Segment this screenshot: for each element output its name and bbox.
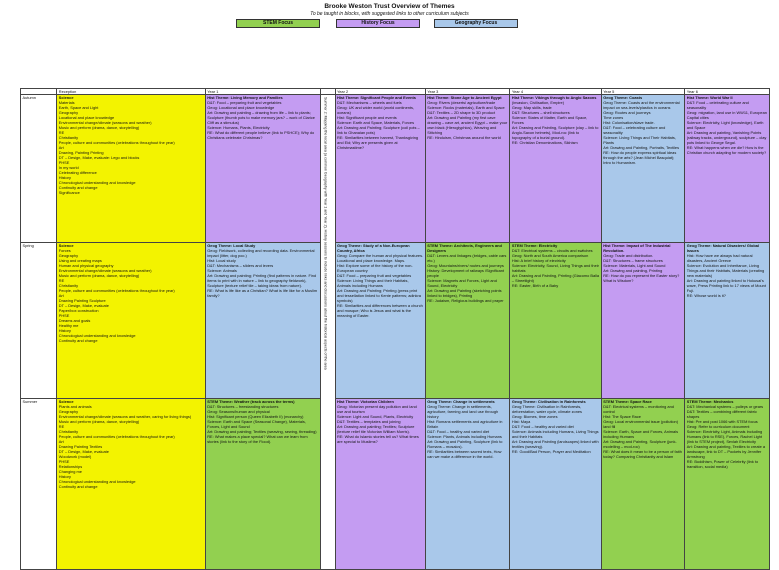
theme-text: Geog: Victorian present day pollution and land use and tourism Science: Light and Sound, Plants, Electricity D&T: Textiles – templates and joining Art: Drawing and painting; Textiles; Sculpture (texture relief tile Victorian William Morris). RE: What do Islamic stories tell us? What times are special to Muslims?: [337, 404, 419, 444]
table-row: [21, 399, 770, 570]
theme-heading: Hist Theme: Stone Age to Ancient Egypt: [427, 95, 502, 100]
theme-text: Geog Theme: Change in settlements, agriculture, farming and land use through history Hist: Romans settlements and agriculture in Britain D&T: Food – healthy and varied diet Science: Plants, Animals including Humans Art: Drawing and Painting, Sculpture (link to Romans – mosaics). RE: Similarities between sacred texts, How can we make a difference in the world.: [427, 404, 503, 459]
theme-cell: [425, 243, 510, 399]
table-row: [21, 243, 770, 399]
key-geography: Geography Focus: [434, 19, 518, 28]
theme-heading: Hist Theme: Vikings through to Anglo Saxons: [511, 95, 597, 100]
theme-cell: [510, 95, 601, 243]
theme-heading: Science: [58, 399, 74, 404]
theme-cell: [335, 399, 425, 570]
theme-text: D&T: Electrical systems – monitoring and control Hist: The Space Race Geog: Local environmental issue (pollution) land fill Science: Earth, Space and Forces, Animals including Humans Art: Drawing and Painting, Sculpture (junk-modelling – mod-roc) RE: What does it mean to be a person of faith today? Comparing Christianity and Islam: [603, 404, 682, 459]
theme-heading: Hist Theme: Victorian Children: [337, 399, 394, 404]
theme-heading: Geog Theme: Change in settlements: [427, 399, 495, 404]
theme-cell: [685, 95, 770, 243]
theme-text: Forces Geography Using and creating maps Human and physical geography Environmental change/climate (seasons and weather) Music and perform (drama, dance, storytelling) RE Christianity People, culture and communities (celebrations throughout the year) Art Drawing Painting Sculpture DT – Design, Make, evaluate Paper/box construction PHSE Dreams and goals Healthy me History Chronological understanding and knowledge Continuity and change: [58, 248, 175, 343]
theme-heading: STEM Theme: Architects, Engineers and Designers: [427, 243, 502, 253]
theme-cell: [57, 243, 205, 399]
term-label: Summer: [21, 399, 57, 570]
theme-heading: Geog Theme: Natural Disasters/ Global Issues: [686, 243, 759, 253]
theme-heading: Science: [58, 243, 74, 248]
term-label: Autumn: [21, 95, 57, 243]
header-cell: Year 1: [205, 89, 320, 95]
theme-heading: Hist Theme: Impact of The Industrial Revolution.: [603, 243, 671, 253]
table-row: [21, 95, 770, 243]
theme-cell: [335, 95, 425, 243]
document-title: Brooke Weston Trust Overview of Themes: [324, 3, 455, 10]
theme-cell: [601, 95, 685, 243]
theme-heading: STEM Theme: Space Race: [603, 399, 652, 404]
theme-text: Geog: Compare the human and physical features. Locational and place knowledge. Maps. Hist: Explore some of the history of the non-European country D&T: Food – preparing fruit and vegetables Science: Living Things and their Habitats, Animals including Humans Art: Drawing and Painting; Printing (press print and tessellation linked to Kente patterns; adinkra symbols) RE: Similarities and differences between a church and mosque; Who is Jesus and what is the meaning of Easter.: [337, 253, 424, 318]
vertical-note-text: Summer 2: Mapping the local area (a common Geography with Year 1 and Year 2). History sessions to include links and discussions about the historical aspects of the area: [323, 97, 328, 370]
theme-cell: [57, 95, 205, 243]
theme-text: Materials Earth, Space and Light Geography Locational and place knowledge Environmental change/climate (seasons and weather) Music and perform (drama, dance, storytelling) RE Christianity People, culture and communities (celebrations throughout the year) Art Drawing, Painting Printing DT – Design, Make, evaluate: Lego and blocks PHSE In my world Celebrating difference History Chronological understanding and knowledge Continuity and change Significance: [58, 100, 175, 195]
theme-text: Geog: Fieldwork, collecting and recording data. Environmental impact (litter, dog poo.) Hist: Local study D&T: Mechanisms – sliders and levers Science: Animals Art: Drawing and painting; Printing (find patterns in nature. Find items to print with in nature – link to geography fieldwork), Sculpture (texture relief tile – taking ideas from nature). RE: What is life like as a Christian? What is life like for a Muslim family?: [207, 248, 318, 298]
theme-cell: [57, 399, 205, 570]
theme-cell: [685, 243, 770, 399]
theme-text: Hist: How have we always had natural disasters, Ancient Greece Science: Evolution and Inheritance, Living Things and their Habitats, Materials (creating new materials) Art: Drawing and painting linked to Hokusai's wave, Press Printing link to 17 views of Mount Fuji. RE: Whose world is it?: [686, 253, 766, 298]
theme-cell: [510, 399, 601, 570]
document-subtitle: To be taught in blocks, with suggested links to other curriculum subjects: [310, 11, 469, 17]
theme-text: D&T: Structures – freestanding structures Geog: Seasons/human and physical Hist: Significant person (Queen Elizabeth II) (monarchy) Science: Earth and Space (Seasonal Change), Materials, Forces, Light and Sound Art: Drawing and painting; Textiles (weaving, sewing, threading) RE: What makes a place special? What can we learn from stories (link to the story of the Flood).: [207, 404, 317, 444]
theme-heading: Hist Theme: Living Memory and Families: [207, 95, 283, 100]
theme-text: (invasion, Civilisation, Empire) Geog: Map skills, trade D&T: Structures – shell structures Science: States of Matter, Earth and Space, Forces Art: Drawing and Painting, Sculpture (clay – link to Anglo-Saxon helmets), Mod-roc (link to topography of a burial ground). RE: Christian Denominations, Sikhism: [511, 100, 599, 145]
term-label: Spring: [21, 243, 57, 399]
theme-text: D&T: Food – preparing fruit and vegetables Geog: Locational and place knowledge Art: Drawing and painting – drawing from life – link to plants; Sculpture (thumb pots to make memory jars? – work of Clarice Cliff as a stimulus) Science: Humans, Plants, Electricity RE: What do different people believe (link to PSHCE); Why do Christians celebrate Christmas?: [207, 100, 315, 140]
theme-cell: [205, 95, 320, 243]
theme-cell: [601, 243, 685, 399]
theme-text: Geog Theme: Coasts and the environmental impact on sea-levels/plastics in oceans Geog: Routes and journeys Time zones Hist: Colonisation/slave trade. D&T: Food – celebrating culture and seasonality Science: Living Things and Their Habitats, Plants Art: Drawing and Painting, Portraits, Textiles RE: How do people express spiritual ideas through the arts? (Jean Michel Basquiat); Intro to Humanism.: [603, 100, 680, 165]
theme-heading: Hist Theme: Significant People and Events: [337, 95, 416, 100]
theme-cell: [601, 399, 685, 570]
theme-text: Plants and animals Geography Environmental change/climate (seasons and weather, caring for living things) Music and perform (drama, dance, storytelling) RE Christianity People, culture and communities (celebrations throughout the year) Art Drawing Painting Textiles DT – Design, Make, evaluate Woodwork (model) PHSE Relationships Changing me History Chronological understanding and knowledge Continuity and change: [58, 404, 192, 489]
theme-cell: [205, 243, 320, 399]
theme-heading: Geog Theme: Study of a Non-European Country, Africa: [337, 243, 410, 253]
theme-cell: [425, 95, 510, 243]
header-cell: Reception: [57, 89, 205, 95]
key-stem: STEM Focus: [236, 19, 320, 28]
theme-text: Geog: Rivers (deserts/ agriculture/trade Science: Rocks (materials), Earth and Space D&T: Textiles – 2D shape to 3D product Art: Drawing and Painting (my first cave drawing – cave art, ancient Egypt – make your own black (Hieroglyphics), Weaving and Stitching RE: Hinduism, Christmas around the world: [427, 100, 508, 140]
theme-text: Geog Theme: Civilisation in Rainforests, deforestation, water cycle, climate zones Geog: Biomes, time zones Hist: Maya D&T: Food – healthy and varied diet Science: Animals including Humans, Living Things and their Habitats Art: Drawing and Painting (landscapes) linked with textiles (weaving). RE: Good/Bad Person, Prayer and Meditation: [511, 404, 599, 454]
vertical-note: [321, 95, 335, 570]
theme-heading: Science: [58, 95, 74, 100]
theme-cell: [685, 399, 770, 570]
theme-text: Geog: Trade and distribution. D&T: Structures – frame structures Science: Materials, Light and Sound Art: Drawing and painting, Printing RE: How do you represent the Easter story? What is Wisdom?: [603, 253, 680, 283]
theme-heading: Geog Theme: Civilisation in Rainforests: [511, 399, 586, 404]
theme-cell: [425, 399, 510, 570]
theme-heading: Geog Theme: Local Study: [207, 243, 256, 248]
header-cell: Year 2: [335, 89, 425, 95]
theme-heading: Hist Theme: World War II: [686, 95, 733, 100]
theme-cell: [510, 243, 601, 399]
header-cell: Year 4: [510, 89, 601, 95]
theme-text: D&T: Electrical systems – circuits and switches Geog: North and South America comparison Hist: A brief history of electricity Science: Electricity, Sound, Living Things and their habitats Art: Drawing and Painting, Printing (Giacomo Balla – Streetlight) RE: Easter, Birth of a Baby: [511, 248, 600, 288]
header-cell: Year 5: [601, 89, 685, 95]
theme-heading: STEM Theme: Electricity: [511, 243, 558, 248]
theme-cell: [205, 399, 320, 570]
key-history: History Focus: [336, 19, 420, 28]
themes-grid: [20, 88, 770, 570]
header-cell: Year 6: [685, 89, 770, 95]
theme-heading: STEM Theme: Weather (track across the terms): [207, 399, 295, 404]
theme-heading: Geog Theme: Coasts: [603, 95, 643, 100]
theme-text: D&T: Food – celebrating culture and seasonality Geog: migration, land use in WW11, European Capital cities Science: Electricity, Light (knowledge), Earth and Space Art: Drawing and painting, Vanishing Points (railway tracks, underground), sculpture – clay pots linked to George Segal. RE: What happens when we die? How is the Christian church adapting for modern society?: [686, 100, 767, 155]
theme-text: D&T: Mechanisms – wheels and fuels Geog: UK and wider world (world continents, oceans) Hist: Significant people and events Science: Earth and Space, Materials, Forces Art: Drawing and Painting; Sculpture (coil pots – link to Ghanaian pots) RE: Similarities between harvest, Thanksgiving and Eid; Why are presents given at Christmastime?: [337, 100, 420, 150]
header-cell: Year 3: [425, 89, 510, 95]
theme-text: D&T: Mechanical systems – pulleys or gears D&T: Textiles – combining different fabric shapes Hist: Pre and post 1066 with STEM focus Geog: Refer to curriculum document Science: Electricity, Light, Animals Including Humans (link to RSE), Forces, Rachel Light (link to STEM project), Sevlah Electricity Art: Drawing and painting, Textiles to create a landscape, link to DT – Pockets by Jennifer Armstrong RE: Buddhism, Power of Celebrity (link to transition, social media): [686, 404, 765, 469]
theme-heading: STEM Theme: Mechanics: [686, 399, 734, 404]
theme-cell: [335, 243, 425, 399]
theme-text: D&T: Levers and linkages (bridges, cable cars etc.) Geog: Mountains/rivers/ routes and journeys History: Development of railways /Significant people Science: Magnets and Forces, Light and Sound, Electricity Art: Drawing and Painting (sketching points linked to bridges), Printing RE: Judaism, Religious buildings and prayer: [427, 253, 507, 303]
